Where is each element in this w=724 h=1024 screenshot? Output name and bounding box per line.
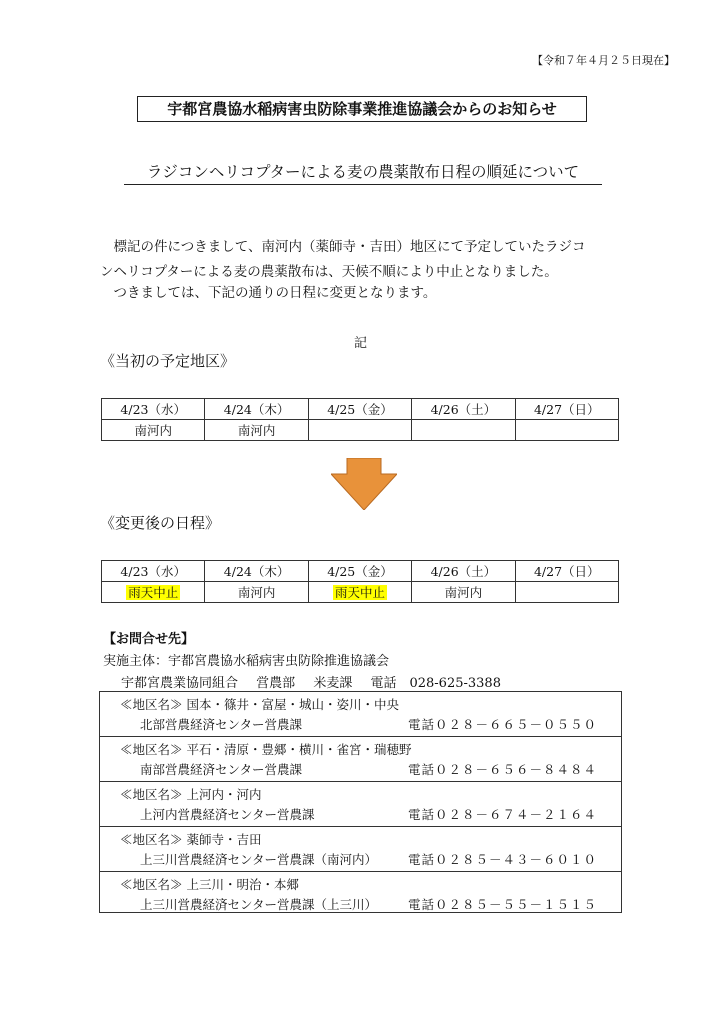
date-cell: 4/25（金） [308, 561, 411, 582]
changed-schedule-table [101, 560, 619, 603]
contact-entry [100, 737, 621, 782]
implementer-line: 実施主体：宇都宮農協水稲病害虫防除推進協議会 [103, 654, 390, 669]
original-schedule-heading: 《当初の予定地区》 [100, 352, 236, 370]
contact-entry [100, 782, 621, 827]
area-cell: 南河内 [102, 420, 205, 441]
section: 米麦課 [313, 676, 353, 691]
area-cell: 南河内 [412, 582, 515, 603]
date-cell: 4/26（土） [412, 561, 515, 582]
contact-entry [100, 827, 621, 872]
ki-mark: 記 [354, 336, 368, 351]
date-cell: 4/23（水） [102, 399, 205, 420]
change-paragraph: つきましては、下記の通りの日程に変更となります。 [100, 285, 437, 301]
area-row [102, 582, 619, 603]
center-name: 上三川営農経済センター営農課（上三川） [140, 897, 378, 912]
coop-phone: 電話 028-625-3388 [370, 676, 501, 691]
center-phone: 電話０２８５－５５－１５１５ [408, 897, 598, 912]
contact-entry [100, 872, 621, 916]
center-name: 上河内営農経済センター営農課 [140, 807, 315, 822]
date-row [102, 561, 619, 582]
center-phone: 電話０２８－６６５－０５５０ [408, 717, 598, 732]
contact-heading: 【お問合せ先】 [103, 632, 195, 647]
intro-line-1: 標記の件につきまして、南河内（薬師寺・吉田）地区にて予定していたラジコ [100, 239, 586, 255]
area-names: ≪地区名≫ 上三川・明治・本郷 [120, 877, 299, 892]
area-cell [515, 582, 618, 603]
intro-paragraph [100, 235, 640, 285]
area-row [102, 420, 619, 441]
area-cell [412, 420, 515, 441]
as-of-date: 【令和７年４月２５日現在】 [532, 54, 675, 67]
center-name: 北部営農経済センター営農課 [140, 717, 303, 732]
notice-subject: ラジコンヘリコプターによる麦の農薬散布日程の順延について [124, 160, 602, 185]
date-cell: 4/27（日） [515, 399, 618, 420]
area-names: ≪地区名≫ 薬師寺・吉田 [120, 832, 262, 847]
intro-line-2: ンヘリコプターによる麦の農薬散布は、天候不順により中止となりました。 [100, 264, 558, 280]
date-cell: 4/24（木） [205, 561, 308, 582]
contact-entry [100, 692, 621, 737]
department: 営農部 [256, 676, 296, 691]
changed-schedule-heading: 《変更後の日程》 [100, 514, 221, 532]
date-cell: 4/25（金） [308, 399, 411, 420]
original-schedule-table [101, 398, 619, 441]
area-cell [515, 420, 618, 441]
date-row [102, 399, 619, 420]
coop-name: 宇都宮農業協同組合 [121, 676, 239, 691]
area-cell: 南河内 [205, 582, 308, 603]
organization-notice-title: 宇都宮農協水稲病害虫防除事業推進協議会からのお知らせ [137, 96, 587, 122]
area-cell [308, 420, 411, 441]
date-cell: 4/24（木） [205, 399, 308, 420]
area-names: ≪地区名≫ 上河内・河内 [120, 787, 262, 802]
cancelled-badge: 雨天中止 [334, 585, 385, 600]
center-phone: 電話０２８５－４３－６０１０ [408, 852, 598, 867]
regional-contacts-box [99, 691, 622, 913]
center-name: 上三川営農経済センター営農課（南河内） [140, 852, 378, 867]
center-name: 南部営農経済センター営農課 [140, 762, 303, 777]
center-phone: 電話０２８－６５６－８４８４ [408, 762, 598, 777]
cancelled-badge: 雨天中止 [128, 585, 179, 600]
area-cell: 南河内 [205, 420, 308, 441]
down-arrow-icon [331, 458, 397, 510]
date-cell: 4/23（水） [102, 561, 205, 582]
area-names: ≪地区名≫ 平石・清原・豊郷・横川・雀宮・瑞穂野 [120, 742, 412, 757]
date-cell: 4/26（土） [412, 399, 515, 420]
area-cell [102, 582, 205, 603]
area-cell [308, 582, 411, 603]
area-names: ≪地区名≫ 国本・篠井・富屋・城山・姿川・中央 [120, 697, 399, 712]
coop-contact-line [121, 672, 515, 691]
center-phone: 電話０２８－６７４－２１６４ [408, 807, 598, 822]
date-cell: 4/27（日） [515, 561, 618, 582]
